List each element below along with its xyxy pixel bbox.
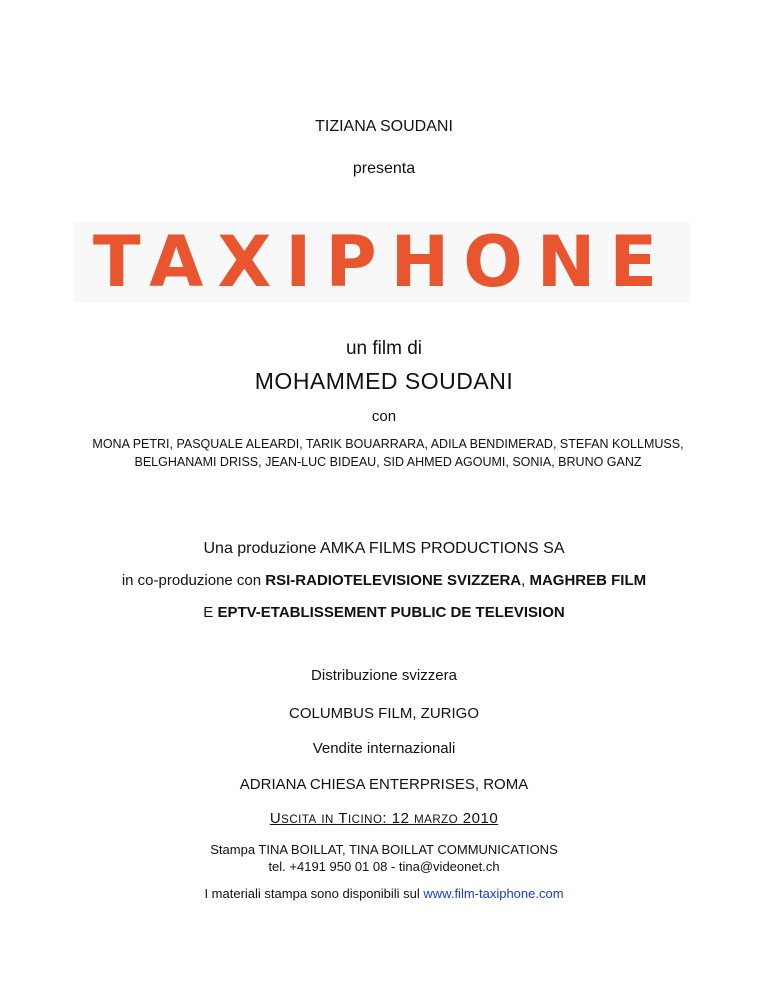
release-text: USCITA IN TICINO: 12 MARZO 2010 — [269, 810, 499, 827]
presenta-label: presenta — [352, 160, 416, 177]
website-link[interactable]: www.film-taxiphone.com — [423, 886, 564, 901]
press-phone-email: tel. +4191 950 01 08 - tina@videonet.ch — [268, 859, 500, 874]
presenter-name: TIZIANA SOUDANI — [315, 118, 453, 135]
coproducer-separator: , — [521, 572, 530, 589]
coproduction-line — [0, 572, 768, 589]
film-by-label: un film di — [345, 338, 423, 359]
sales-value: ADRIANA CHIESA ENTERPRISES, ROMA — [239, 776, 529, 793]
press-materials-text: I materiali stampa sono disponibili sul — [204, 886, 424, 901]
distribution-value: COLUMBUS FILM, ZURIGO — [288, 705, 479, 722]
coproduction-prefix: in co-produzione con — [121, 572, 266, 589]
title-logo-text: TAXIPHONE — [92, 221, 672, 303]
sales-label: Vendite internazionali — [312, 740, 456, 757]
cast-list: MONA PETRI, PASQUALE ALEARDI, TARIK BOUARRARA, ADILA BENDIMERAD, STEFAN KOLLMUSS, BELGHANAMI DRISS, JEAN-LUC BIDEAU, SID AHMED AGOUMI, SONIA, BRUNO GANZ — [92, 437, 684, 469]
director-name: MOHAMMED SOUDANI — [254, 368, 514, 394]
release-date — [0, 810, 768, 828]
coproducer-rsi: RSI-RADIOTELEVISIONE SVIZZERA — [265, 572, 522, 589]
coproducer-eptv: EPTV-ETABLISSEMENT PUBLIC DE TELEVISION — [217, 604, 565, 621]
coproduction-line-2 — [0, 604, 768, 621]
press-contact: Stampa TINA BOILLAT, TINA BOILLAT COMMUNICATIONS — [210, 842, 558, 857]
production-line: Una produzione AMKA FILMS PRODUCTIONS SA — [203, 540, 565, 557]
distribution-label: Distribuzione svizzera — [311, 667, 457, 684]
con-label: con — [371, 408, 397, 425]
coproducer-maghreb: MAGHREB FILM — [529, 572, 647, 589]
title-logo — [74, 222, 690, 302]
press-materials — [0, 886, 768, 901]
coproduction-e: E — [203, 604, 218, 621]
